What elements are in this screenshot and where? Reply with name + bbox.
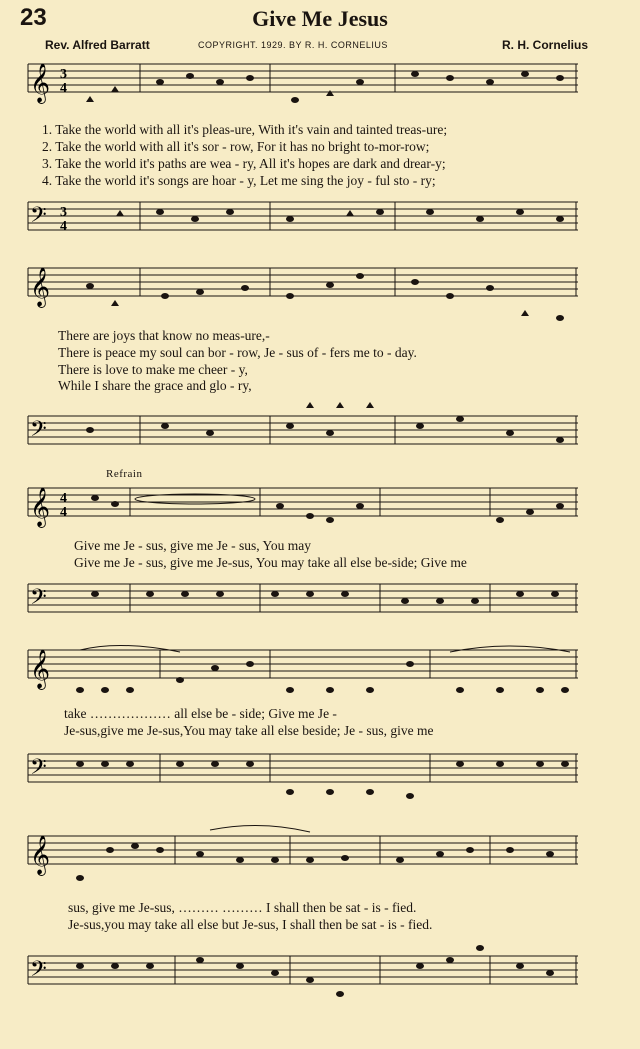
svg-text:𝄞: 𝄞	[30, 835, 51, 875]
refrain-1-alto-lyric: Give me Je - sus, give me Je - sus, You may	[74, 538, 311, 553]
treble-staff-4	[20, 640, 580, 704]
refrain-3-bass-lyric: Je-sus,you may take all else but Je-sus, I shall then be sat - is - fied.	[68, 917, 433, 932]
hymn-number: 23	[20, 4, 47, 31]
verse-1-line-2: There are joys that know no meas-ure,-	[58, 328, 270, 343]
hymn-title: Give Me Jesus	[252, 6, 388, 31]
svg-text:3: 3	[60, 205, 67, 220]
treble-staff-2	[20, 258, 580, 330]
bass-staff-1	[20, 192, 580, 248]
treble-staff-3	[20, 478, 580, 538]
verse-3-line-2: There is love to make me cheer - y,	[58, 362, 248, 377]
verse-1-line-1: 1. Take the world with all it's pleas-ure, With it's vain and tainted treas-ure;	[42, 122, 448, 137]
svg-text:𝄢: 𝄢	[30, 957, 47, 987]
svg-text:𝄞: 𝄞	[30, 63, 51, 103]
refrain-label: Refrain	[106, 468, 143, 480]
composer-credit: R. H. Cornelius	[501, 38, 588, 52]
copyright-notice: COPYRIGHT. 1929. BY R. H. CORNELIUS	[198, 40, 388, 50]
svg-text:𝄢: 𝄢	[30, 417, 47, 447]
svg-text:4: 4	[60, 491, 67, 506]
author-credit: Rev. Alfred Barratt	[45, 38, 150, 52]
treble-staff-1	[20, 56, 580, 118]
bass-staff-2	[20, 398, 580, 464]
verse-2-line-1: 2. Take the world with all it's sor - row, For it has no bright to-mor-row;	[42, 139, 430, 154]
svg-text:𝄢: 𝄢	[30, 755, 47, 785]
verse-3-line-1: 3. Take the world it's paths are wea - ry, All it's hopes are dark and drear-y;	[42, 156, 446, 171]
svg-text:𝄞: 𝄞	[30, 649, 51, 689]
refrain-2-alto-lyric: take ……………… all else be - side; Give me Je -	[64, 706, 337, 721]
svg-text:𝄢: 𝄢	[30, 203, 47, 233]
verse-4-line-2: While I share the grace and glo - ry,	[58, 378, 252, 393]
treble-staff-5	[20, 818, 580, 898]
svg-text:𝄞: 𝄞	[30, 487, 51, 527]
verse-2-line-2: There is peace my soul can bor - row, Je - sus of - fers me to - day.	[58, 345, 417, 360]
bass-staff-3	[20, 574, 580, 630]
svg-text:3: 3	[60, 67, 67, 82]
bass-staff-5	[20, 936, 580, 1008]
refrain-3-alto-lyric: sus, give me Je-sus, ……… ……… I shall then be sat - is - fied.	[68, 900, 417, 915]
svg-text:4: 4	[60, 81, 67, 96]
svg-text:4: 4	[60, 219, 67, 234]
svg-text:4: 4	[60, 505, 67, 520]
refrain-1-bass-lyric: Give me Je - sus, give me Je-sus, You may take all else be-side; Give me	[74, 555, 467, 570]
verse-4-line-1: 4. Take the world it's songs are hoar - y, Let me sing the joy - ful sto - ry;	[42, 173, 436, 188]
svg-text:𝄞: 𝄞	[30, 267, 51, 307]
svg-text:𝄢: 𝄢	[30, 585, 47, 615]
bass-staff-4	[20, 740, 580, 810]
refrain-2-bass-lyric: Je-sus,give me Je-sus,You may take all else beside; Je - sus, give me	[64, 723, 434, 738]
